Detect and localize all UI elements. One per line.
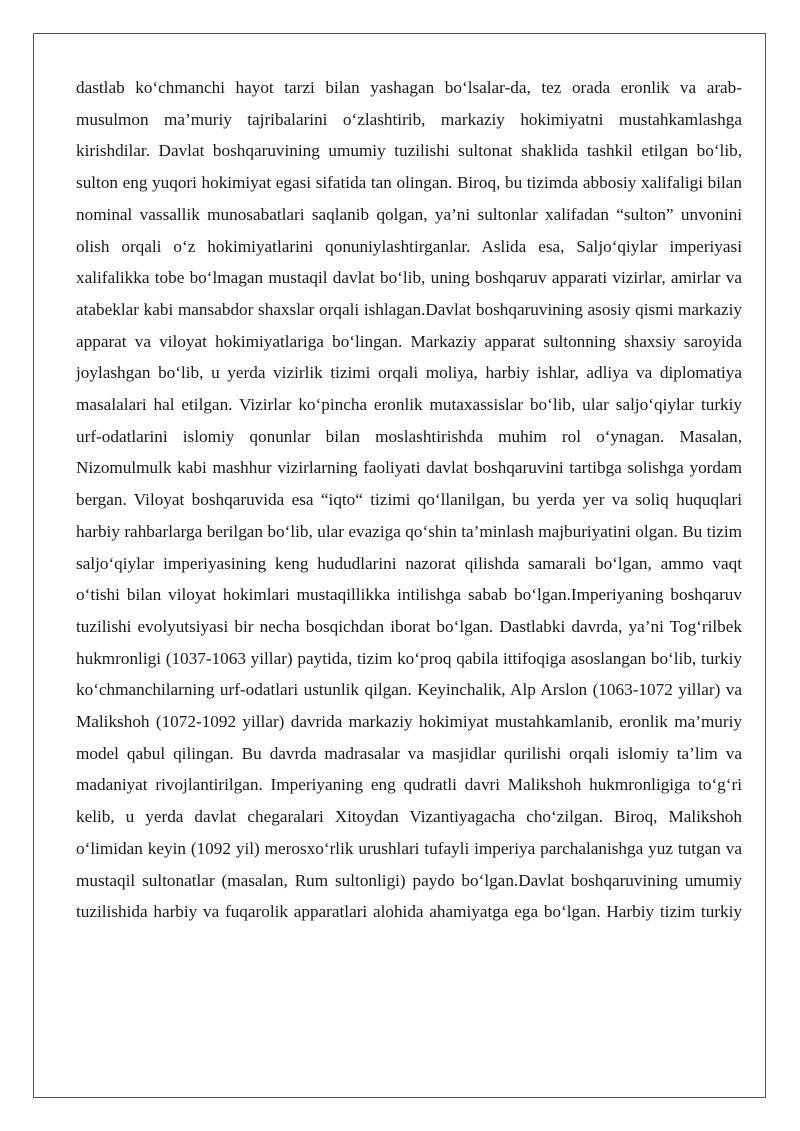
body-paragraph: dastlab ko‘chmanchi hayot tarzi bilan yashagan bo‘lsalar-da, tez orada eronlik va arab-musulmon ma’muriy tajribalarini o‘zlashtirib, markaziy hokimiyatni mustahkamlashga kirishdilar. Davlat boshqaruvining umumiy tuzilishi sultonat shaklida tashkil etilgan bo‘lib, sulton eng yuqori hokimiyat egasi sifatida tan olingan. Biroq, bu tizimda abbosiy xalifaligi bilan nominal vassallik munosabatlari saqlanib qolgan, ya’ni sultonlar xalifadan “sulton” unvonini olish orqali o‘z hokimiyatlarini qonuniylashtirganlar. Aslida esa, Saljo‘qiylar imperiyasi xalifalikka tobe bo‘lmagan mustaqil davlat bo‘lib, uning boshqaruv apparati vizirlar, amirlar va atabeklar kabi mansabdor shaxslar orqali ishlagan.Davlat boshqaruvining asosiy qismi markaziy apparat va viloyat hokimiyatlariga bo‘lingan. Markaziy apparat sultonning shaxsiy saroyida joylashgan bo‘lib, u yerda vizirlik tizimi orqali moliya, harbiy ishlar, adliya va diplomatiya masalalari hal etilgan. Vizirlar ko‘pincha eronlik mutaxassislar bo‘lib, ular saljo‘qiylar turkiy urf-odatlarini islomiy qonunlar bilan moslashtirishda muhim rol o‘ynagan. Masalan, Nizomulmulk kabi mashhur vizirlarning faoliyati davlat boshqaruvini tartibga solishga yordam bergan. Viloyat boshqaruvida esa “iqto“ tizimi qo‘llanilgan, bu yerda yer va soliq huquqlari harbiy rahbarlarga berilgan bo‘lib, ular evaziga qo‘shin ta’minlash majburiyatini olgan. Bu tizim saljo‘qiylar imperiyasining keng hududlarini nazorat qilishda samarali bo‘lgan, ammo vaqt o‘tishi bilan viloyat hokimlari mustaqillikka intilishga sabab bo‘lgan.Imperiyaning boshqaruv tuzilishi evolyutsiyasi bir necha bosqichdan iborat bo‘lgan. Dastlabki davrda, ya’ni Tog‘rilbek hukmronligi (1037-1063 yillar) paytida, tizim ko‘proq qabila ittifoqiga asoslangan bo‘lib, turkiy ko‘chmanchilarning urf-odatlari ustunlik qilgan. Keyinchalik, Alp Arslon (1063-1072 yillar) va Malikshoh (1072-1092 yillar) davrida markaziy hokimiyat mustahkamlanib, eronlik ma’muriy model qabul qilingan. Bu davrda madrasalar va masjidlar qurilishi orqali islomiy ta’lim va madaniyat rivojlantirilgan. Imperiyaning eng qudratli davri Malikshoh hukmronligiga to‘g‘ri kelib, u yerda davlat chegaralari Xitoydan Vizantiyagacha cho‘zilgan. Biroq, Malikshoh o‘limidan keyin (1092 yil) merosxo‘rlik urushlari tufayli imperiya parchalanishga yuz tutgan va mustaqil sultonatlar (masalan, Rum sultonligi) paydo bo‘lgan.Davlat boshqaruvining umumiy tuzilishida harbiy va fuqarolik apparatlari alohida ahamiyatga ega bo‘lgan. Harbiy tizim turkiy xyxy=(76,78,742,922)
